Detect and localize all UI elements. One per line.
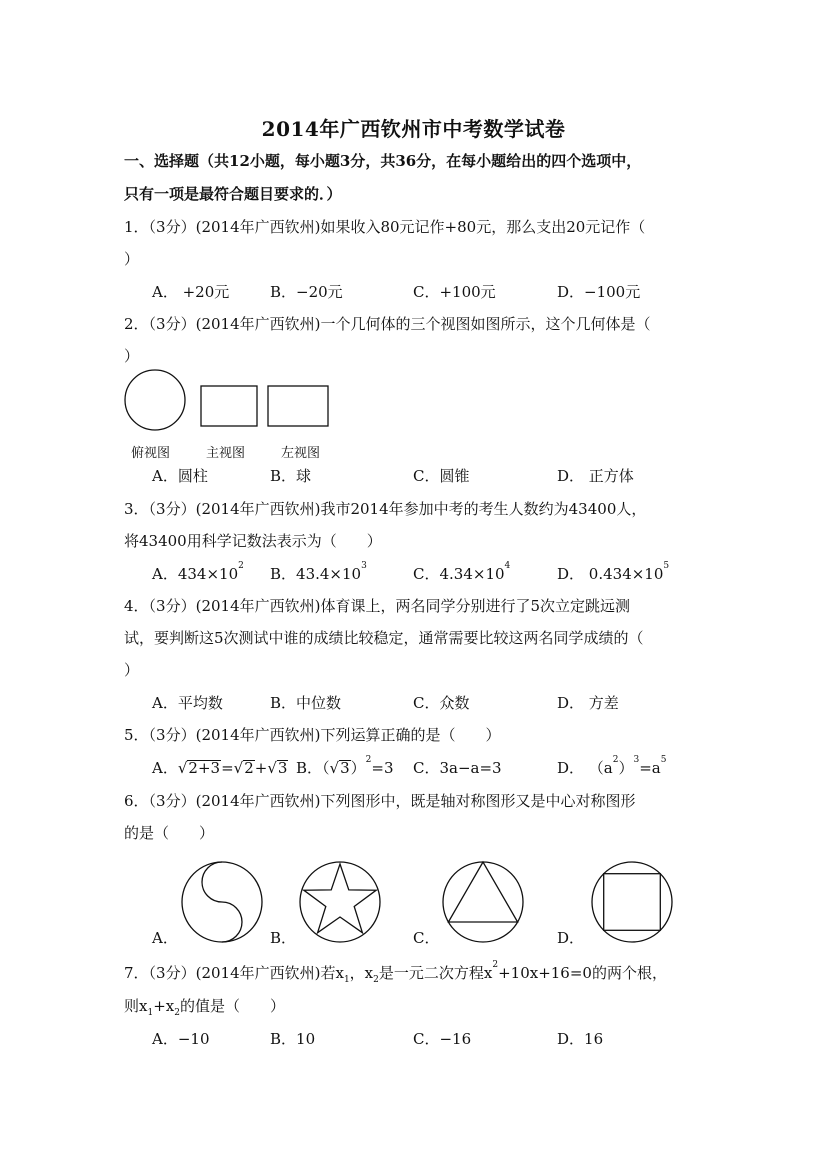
section-heading-line1: 一、选择题（共12小题，每小题3分，共36分，在每小题给出的四个选项中， xyxy=(124,152,642,170)
section-heading-line2: 只有一项是最符合题目要求的．） xyxy=(124,185,342,203)
q3-text-line1: 3．（3分）(2014年广西钦州)我市2014年参加中考的考生人数约为43400人， xyxy=(124,500,647,518)
q5-text-line1: 5．（3分）(2014年广西钦州)下列运算正确的是（ ） xyxy=(124,726,501,744)
q3-option-d: D． $0.434\times 10^5$ xyxy=(557,561,670,583)
q5-option-c: C．3a−a=3 xyxy=(413,759,502,777)
q1-text-line2: ） xyxy=(124,250,140,268)
q7-option-d: D．16 xyxy=(557,1030,604,1048)
three-views-figure xyxy=(120,368,335,434)
q6-option-c: C． xyxy=(413,929,440,947)
q6-option-d: D． xyxy=(557,929,585,947)
q7-text-line1: 7．（3分）(2014年广西钦州)若$x_1$，$x_2$是一元二次方程$x^2+10x+16=0$的两个根， xyxy=(124,960,667,985)
front-view-rect xyxy=(201,386,257,426)
q4-option-b: B．中位数 xyxy=(270,694,342,712)
q1-option-b: B．−20元 xyxy=(270,283,343,301)
q7-text-line2: 则$x_1+x_2$的值是（ ） xyxy=(124,997,285,1018)
q7-option-a: A．−10 xyxy=(152,1030,210,1048)
caption-front-view: 主视图 xyxy=(206,446,246,461)
q7-option-c: C．−16 xyxy=(413,1030,472,1048)
square-in-circle-figure xyxy=(590,860,674,944)
q7-option-b: B．10 xyxy=(270,1030,316,1048)
q6-text-line1: 6．（3分）(2014年广西钦州)下列图形中，既是轴对称图形又是中心对称图形 xyxy=(124,792,636,810)
q2-option-b: B．球 xyxy=(270,467,312,485)
q3-option-a: A．$434\times 10^2$ xyxy=(152,561,244,583)
q6-option-b: B． xyxy=(270,929,297,947)
q2-option-c: C．圆锥 xyxy=(413,467,470,485)
q4-option-d: D． 方差 xyxy=(557,694,619,712)
q3-text-line2: 将43400用科学记数法表示为（ ） xyxy=(124,532,382,550)
q1-text-line1: 1．（3分）(2014年广西钦州)如果收入80元记作+80元，那么支出20元记作（ xyxy=(124,218,646,236)
q6-option-a: A． xyxy=(152,929,178,947)
q1-option-a: A． +20元 xyxy=(152,283,230,301)
q2-option-a: A．圆柱 xyxy=(152,467,208,485)
star-in-circle-figure xyxy=(298,860,382,944)
q1-option-d: D．−100元 xyxy=(557,283,641,301)
q4-option-a: A．平均数 xyxy=(152,694,223,712)
q5-option-a: A．√2+3=√2+√3 xyxy=(152,759,288,777)
q4-option-c: C．众数 xyxy=(413,694,470,712)
q3-option-c: C．$4.34\times 10^4$ xyxy=(413,561,511,583)
side-view-rect xyxy=(268,386,328,426)
caption-top-view: 俯视图 xyxy=(131,446,171,461)
yin-yang-figure xyxy=(180,860,264,944)
q6-text-line2: 的是（ ） xyxy=(124,824,215,842)
q2-option-d: D． 正方体 xyxy=(557,467,634,485)
caption-side-view: 左视图 xyxy=(281,446,321,461)
q4-text-line1: 4．（3分）(2014年广西钦州)体育课上，两名同学分别进行了5次立定跳远测 xyxy=(124,597,631,615)
top-view-circle xyxy=(125,370,185,430)
page-title: 2014年广西钦州市中考数学试卷 xyxy=(261,117,566,141)
q2-text-line2: ） xyxy=(124,347,140,365)
q4-text-line3: ） xyxy=(124,661,140,679)
q5-option-d: D． $(a^2)^3=a^5$ xyxy=(557,755,667,777)
q3-option-b: B．$43.4\times 10^3$ xyxy=(270,561,367,583)
q4-text-line2: 试，要判断这5次测试中谁的成绩比较稳定，通常需要比较这两名同学成绩的（ xyxy=(124,629,644,647)
q2-text-line1: 2．（3分）(2014年广西钦州)一个几何体的三个视图如图所示，这个几何体是（ xyxy=(124,315,651,333)
q5-option-b: B．$(√3)^2=3$ xyxy=(296,755,394,777)
triangle-in-circle-figure xyxy=(441,860,525,944)
q1-option-c: C．+100元 xyxy=(413,283,496,301)
